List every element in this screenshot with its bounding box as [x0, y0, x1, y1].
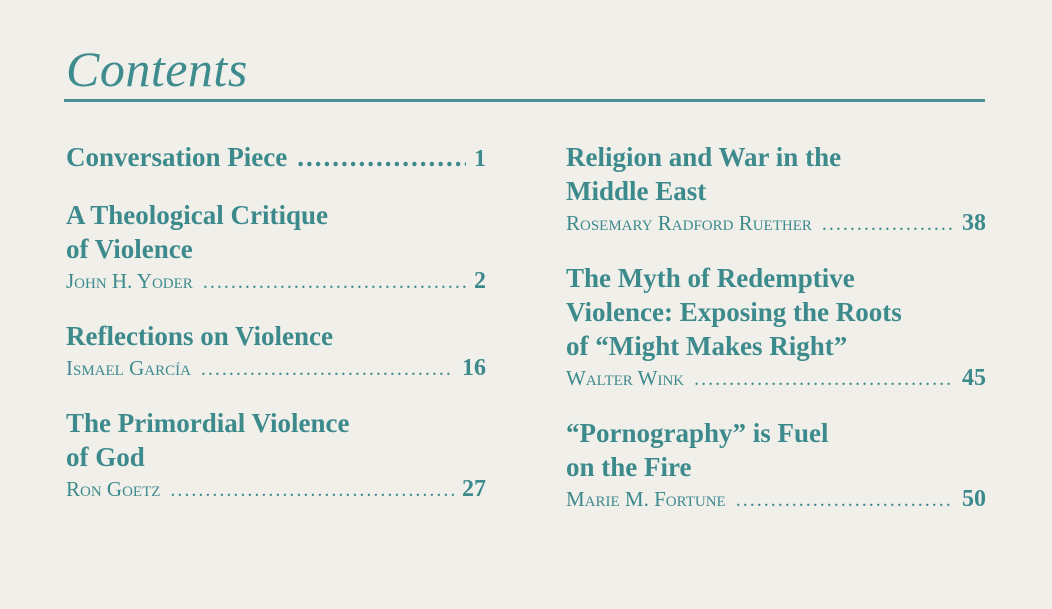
- toc-entry[interactable]: [66, 140, 486, 176]
- dot-leader: [736, 485, 954, 515]
- toc-entry-title-line: on the Fire: [566, 452, 692, 482]
- toc-page-number: 2: [474, 268, 486, 294]
- toc-page-number: 45: [962, 365, 986, 391]
- toc-author-line: [566, 484, 986, 515]
- toc-entry-title: [66, 319, 486, 353]
- toc-author-line: [66, 353, 486, 384]
- toc-page-number: 50: [962, 486, 986, 512]
- toc-entry-title-line: Violence: Exposing the Roots: [566, 297, 902, 327]
- toc-entry-line: [66, 140, 486, 176]
- toc-entry-title-line: “Pornography” is Fuel: [566, 418, 829, 448]
- toc-entry-title: [566, 416, 986, 484]
- toc-entry[interactable]: [66, 406, 486, 505]
- toc-author: Rosemary Radford Ruether: [566, 211, 812, 235]
- dot-leader: [203, 267, 466, 297]
- toc-entry-title-line: of “Might Makes Right”: [566, 331, 848, 361]
- toc-entry-title: [66, 406, 486, 474]
- toc-author: Ismael García: [66, 356, 191, 380]
- title-divider: [64, 99, 985, 102]
- toc-author-line: [66, 474, 486, 505]
- dot-leader: [822, 209, 954, 239]
- toc-entry[interactable]: [66, 198, 486, 297]
- toc-entry-title: Conversation Piece: [66, 142, 288, 172]
- page-title: Contents: [66, 41, 248, 97]
- toc-entry-title-line: The Primordial Violence: [66, 408, 350, 438]
- dot-leader: [297, 140, 466, 174]
- toc-entry[interactable]: [66, 319, 486, 384]
- toc-page-number: 27: [462, 476, 486, 502]
- toc-entry-title: [566, 261, 986, 363]
- toc-author-line: [66, 266, 486, 297]
- toc-author-line: [566, 363, 986, 394]
- toc-entry-title-line: Middle East: [566, 176, 707, 206]
- toc-entry-title: [566, 140, 986, 208]
- dot-leader: [170, 475, 454, 505]
- toc-entry-title-line: of God: [66, 442, 145, 472]
- toc-entry[interactable]: [566, 416, 986, 515]
- toc-page-number: 1: [474, 146, 486, 172]
- toc-author: Marie M. Fortune: [566, 487, 726, 511]
- toc-entry[interactable]: [566, 140, 986, 239]
- dot-leader: [694, 364, 954, 394]
- dot-leader: [201, 354, 454, 384]
- toc-author: Walter Wink: [566, 366, 685, 390]
- toc-author-line: [566, 208, 986, 239]
- toc-page-number: 38: [962, 210, 986, 236]
- contents-right-column: [566, 140, 986, 537]
- toc-author: Ron Goetz: [66, 477, 161, 501]
- toc-entry-title: [66, 198, 486, 266]
- toc-entry-title-line: Religion and War in the: [566, 142, 842, 172]
- toc-entry[interactable]: [566, 261, 986, 394]
- contents-left-column: [66, 140, 486, 527]
- toc-entry-title-line: The Myth of Redemptive: [566, 263, 855, 293]
- toc-author: John H. Yoder: [66, 269, 193, 293]
- toc-entry-title-line: Reflections on Violence: [66, 321, 333, 351]
- toc-entry-title-line: of Violence: [66, 234, 193, 264]
- toc-entry-title-line: A Theological Critique: [66, 200, 329, 230]
- toc-page-number: 16: [462, 355, 486, 381]
